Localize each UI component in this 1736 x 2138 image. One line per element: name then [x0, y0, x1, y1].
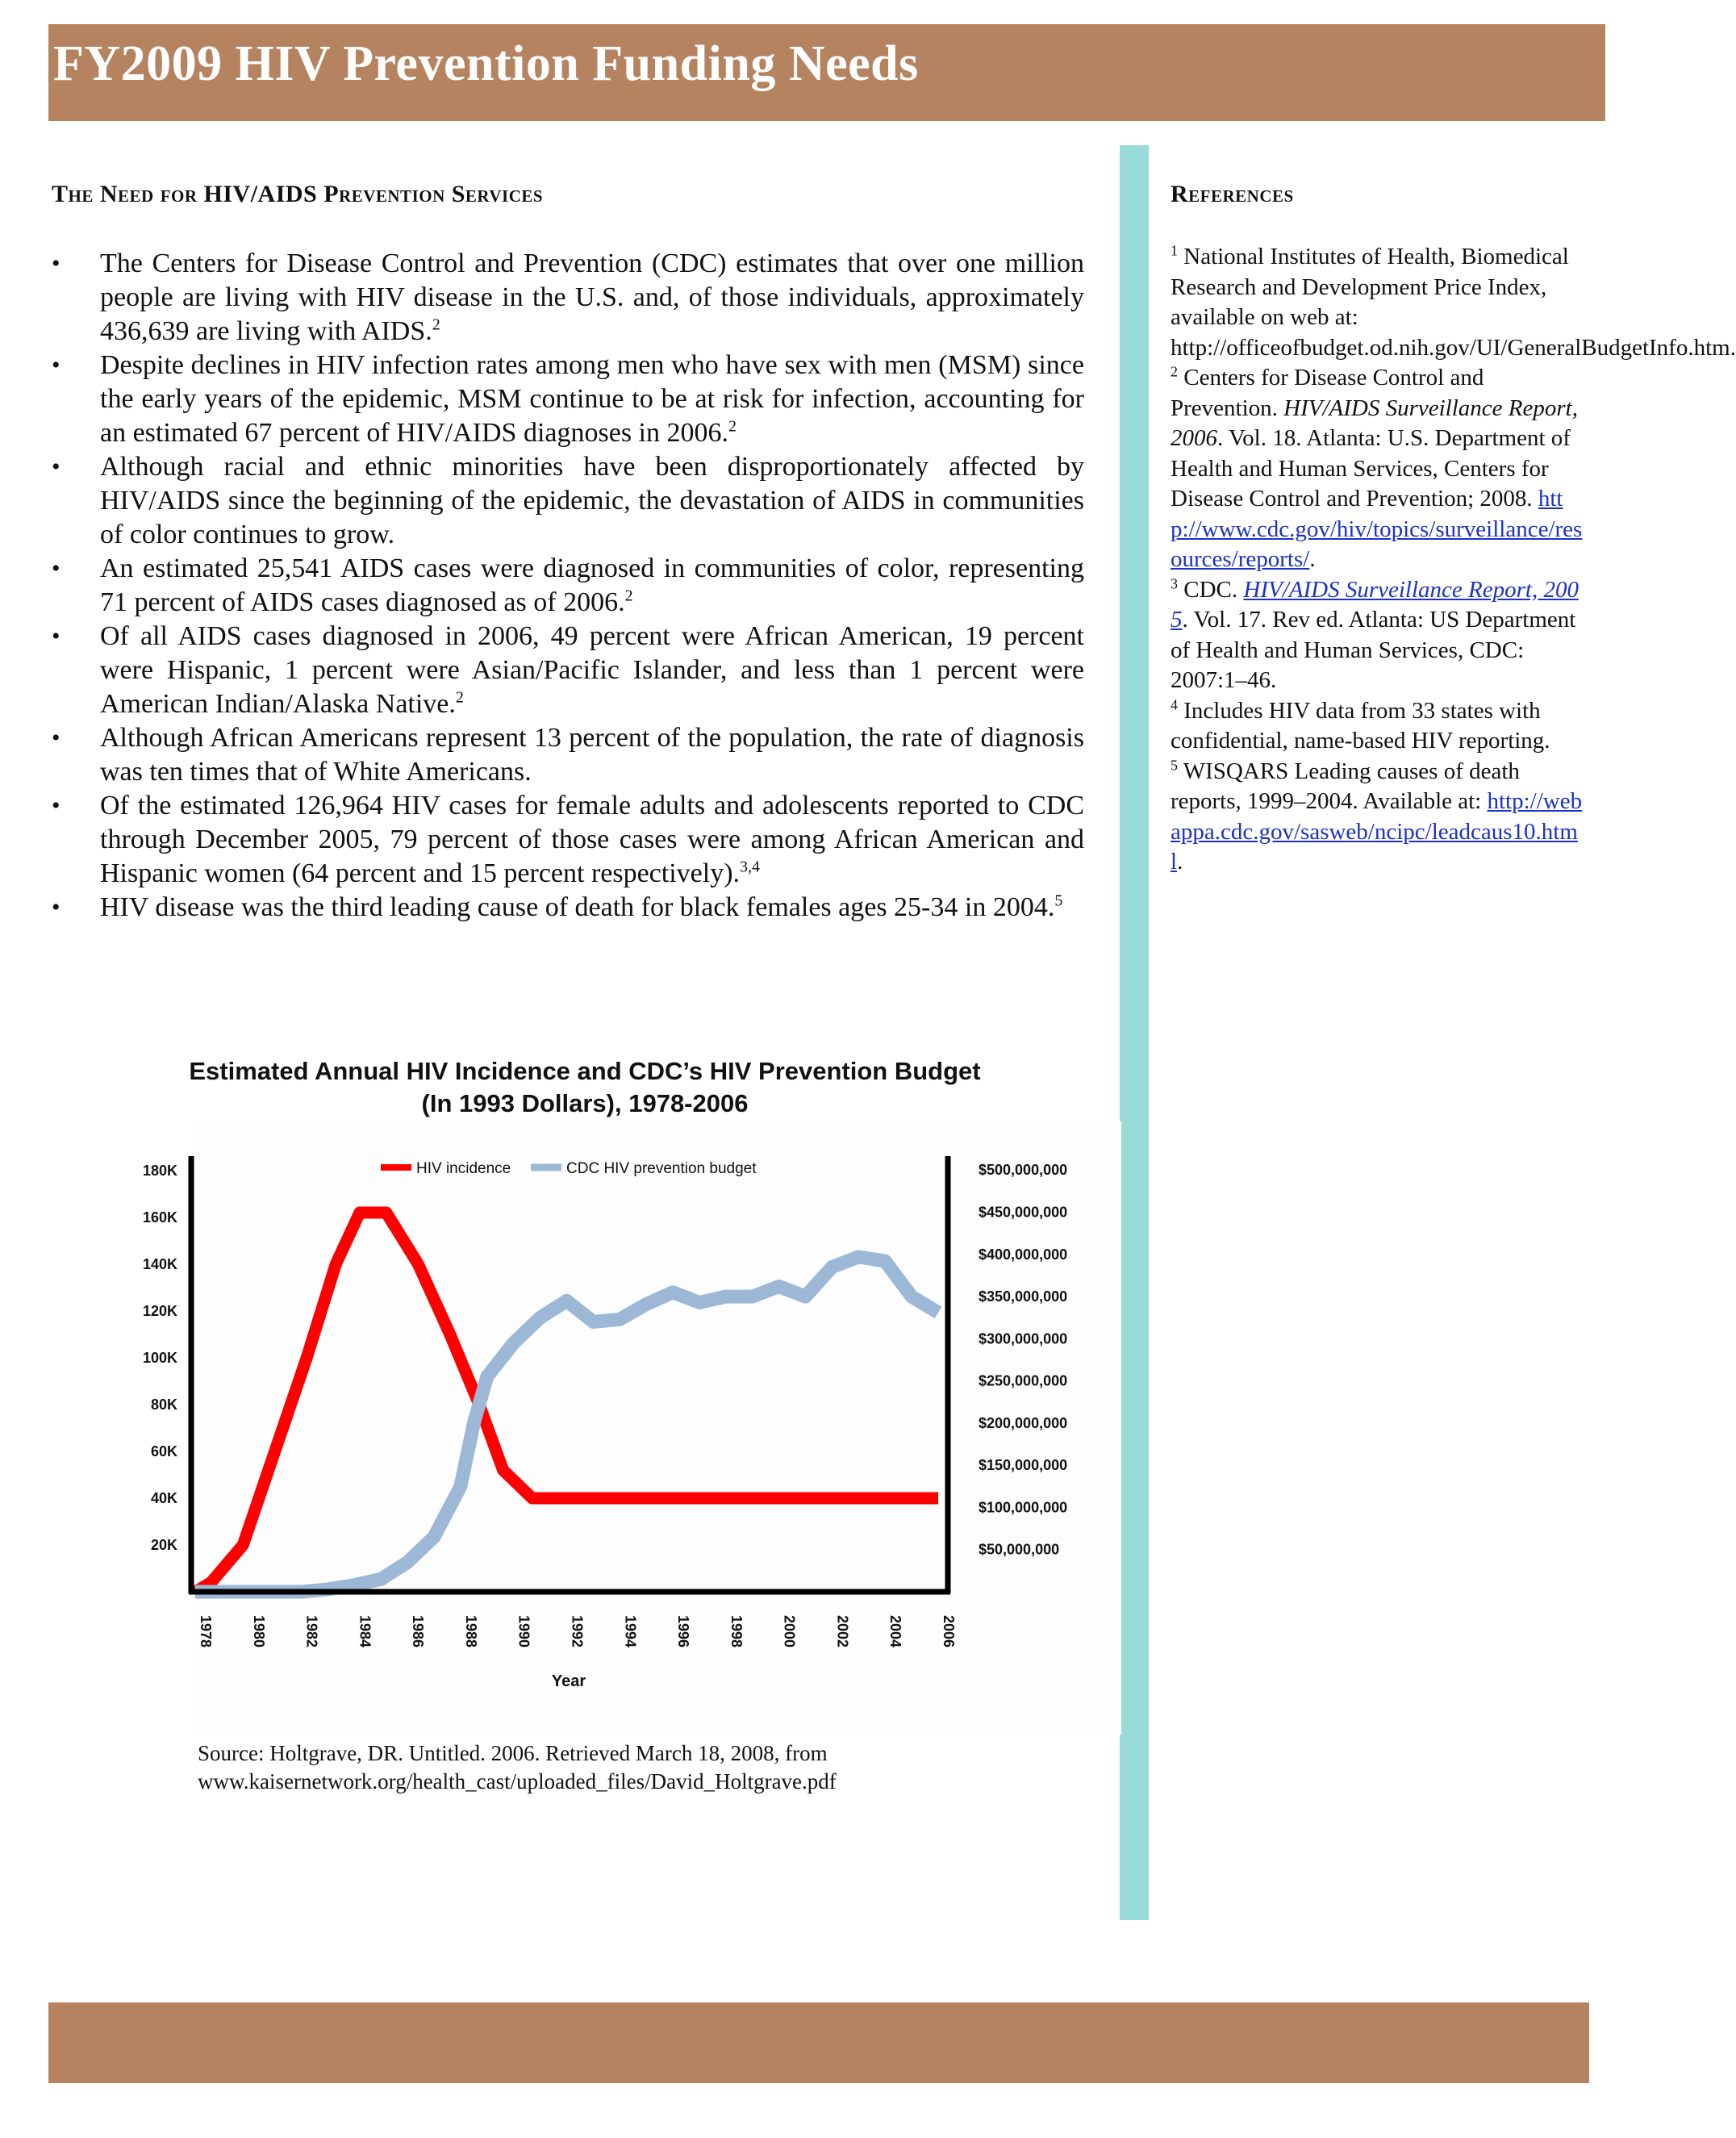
- reference-text: Centers for Disease Control and Prevention.: [1171, 365, 1484, 421]
- chart-container: [121, 1041, 1121, 1848]
- title-banner: [48, 24, 1605, 121]
- bullet-icon: •: [52, 724, 61, 751]
- bullet-list: [48, 247, 1084, 925]
- bullet-text: HIV disease was the third leading cause of death for black females ages 25-34 in 2004.: [100, 892, 1055, 922]
- x-tick-label: 2006: [941, 1615, 957, 1648]
- x-tick-label: 1984: [357, 1615, 373, 1648]
- bullet-icon: •: [52, 555, 61, 582]
- x-tick-label: 1992: [569, 1615, 586, 1648]
- bullet-item: [48, 450, 1084, 552]
- reference-text: CDC.: [1178, 576, 1244, 603]
- bullet-item: [48, 789, 1084, 891]
- reference-text: National Institutes of Health, Biomedical Research and Development Price Index, available on web at: http://officeofbudget.od.nih.gov/UI/GeneralBudgetInfo.htm.: [1171, 244, 1736, 361]
- bullet-text: Of the estimated 126,964 HIV cases for female adults and adolescents reported to CDC through December 2005, 79 percent of those cases were among African American and Hispanic women (64 percent and 15 percent respectively).: [100, 791, 1084, 888]
- y-left-tick-label: 160K: [142, 1209, 177, 1226]
- reference-link[interactable]: http://www.cdc.gov/hiv/topics/surveillance/resources/reports/: [1171, 486, 1583, 572]
- column-divider: [1120, 145, 1149, 1920]
- x-tick-label: 1982: [303, 1615, 320, 1648]
- chart-source-line1: Source: Holtgrave, DR. Untitled. 2006. Retrieved March 18, 2008, from: [198, 1741, 828, 1765]
- bullet-item: [48, 891, 1084, 925]
- bullet-icon: •: [52, 453, 61, 480]
- reference-item: [1171, 242, 1736, 363]
- bullet-text: Despite declines in HIV infection rates among men who have sex with men (MSM) since the early years of the epidemic, MSM continue to be at risk for infection, accounting for an estimated 67 percent of HIV/AIDS diagnoses in 2006.: [100, 350, 1084, 448]
- y-left-tick-label: 60K: [150, 1443, 177, 1459]
- reference-text: . Vol. 17. Rev ed. Atlanta: US Department of Health and Human Services, CDC: 2007:1–46.: [1171, 607, 1576, 693]
- y-right-tick-label: $400,000,000: [979, 1246, 1068, 1263]
- bullet-item: [48, 247, 1084, 349]
- x-tick-label: 2004: [887, 1615, 904, 1648]
- x-tick-label: 2000: [781, 1615, 798, 1648]
- reference-text: WISQARS Leading causes of death reports, 1999–2004. Available at:: [1171, 758, 1520, 814]
- references-list: [1171, 242, 1736, 878]
- x-tick-label: 1990: [515, 1615, 532, 1648]
- bullet-text: Although racial and ethnic minorities have been disproportionately affected by HIV/AIDS since the beginning of the epidemic, the devastation of AIDS in communities of color continues to grow.: [100, 452, 1084, 549]
- bullet-item: [48, 552, 1084, 620]
- x-tick-label: 1978: [198, 1615, 214, 1648]
- reference-title: HIV/AIDS Surveillance Report, 2006: [1171, 395, 1578, 451]
- reference-link[interactable]: http://webappa.cdc.gov/sasweb/ncipc/leadcaus10.html: [1171, 788, 1583, 875]
- reference-item: [1171, 757, 1590, 878]
- x-tick-label: 2002: [834, 1615, 851, 1648]
- reference-punct: .: [1309, 546, 1316, 572]
- reference-item: [1171, 575, 1590, 696]
- y-left-tick-label: 20K: [150, 1537, 177, 1553]
- bullet-item: [48, 620, 1084, 721]
- footnote-ref: 2: [455, 688, 464, 707]
- footnote-ref: 3,4: [740, 858, 761, 876]
- chart-title-line2: (In 1993 Dollars), 1978-2006: [421, 1089, 749, 1117]
- reference-link-title: HIV/AIDS Surveillance Report, 2005: [1171, 576, 1579, 633]
- x-tick-label: 1980: [250, 1615, 267, 1648]
- reference-item: [1171, 363, 1590, 575]
- page-title: FY2009 HIV Prevention Funding Needs: [53, 36, 919, 91]
- x-tick-label: 1994: [622, 1615, 639, 1648]
- bullet-item: [48, 721, 1084, 789]
- chart-source-line2: www.kaisernetwork.org/health_cast/uploaded_files/David_Holtgrave.pdf: [198, 1769, 837, 1793]
- reference-number: 3: [1171, 574, 1178, 591]
- chart-source: [198, 1739, 1085, 1796]
- y-left-tick-label: 120K: [142, 1302, 177, 1319]
- y-left-tick-label: 140K: [142, 1255, 177, 1272]
- bullet-text: The Centers for Disease Control and Prevention (CDC) estimates that over one million people are living with HIV disease in the U.S. and, of those individuals, approximately 436,639 are living with AIDS.: [100, 248, 1084, 346]
- reference-item: [1171, 696, 1590, 757]
- footnote-ref: 5: [1054, 892, 1063, 910]
- line-chart: [121, 1041, 1121, 1735]
- footnote-ref: 2: [624, 587, 633, 605]
- bullet-text: Although African Americans represent 13 percent of the population, the rate of diagnosis was ten times that of White Americans.: [100, 723, 1084, 787]
- y-right-tick-label: $450,000,000: [979, 1204, 1068, 1221]
- reference-text: Includes HIV data from 33 states with confidential, name-based HIV reporting.: [1171, 697, 1550, 754]
- reference-punct: .: [1177, 849, 1183, 875]
- legend-label-hiv-incidence: HIV incidence: [416, 1160, 511, 1177]
- bullet-text: Of all AIDS cases diagnosed in 2006, 49 percent were African American, 19 percent were Hispanic, 1 percent were Asian/Pacific Islander, and less than 1 percent were American Indian/Alaska Native.: [100, 621, 1084, 719]
- reference-number: 2: [1171, 363, 1178, 380]
- y-right-tick-label: $50,000,000: [979, 1541, 1060, 1558]
- y-right-tick-label: $200,000,000: [979, 1414, 1068, 1431]
- footnote-ref: 2: [432, 315, 440, 334]
- y-left-tick-label: 40K: [150, 1490, 177, 1506]
- y-right-tick-label: $300,000,000: [979, 1330, 1068, 1347]
- legend-label-cdc-budget: CDC HIV prevention budget: [566, 1160, 757, 1177]
- x-tick-label: 1988: [462, 1615, 479, 1648]
- section-heading: The Need for HIV/AIDS Prevention Services: [52, 181, 544, 207]
- reference-number: 4: [1171, 695, 1178, 712]
- footnote-ref: 2: [728, 417, 737, 436]
- x-axis-label: Year: [551, 1672, 586, 1690]
- chart-title-line1: Estimated Annual HIV Incidence and CDC’s HIV Prevention Budget: [189, 1057, 981, 1085]
- y-left-tick-label: 100K: [142, 1349, 177, 1366]
- bullet-item: [48, 349, 1084, 450]
- bullet-text: An estimated 25,541 AIDS cases were diagnosed in communities of color, representing 71 percent of AIDS cases diagnosed as of 2006.: [100, 553, 1084, 617]
- x-tick-label: 1996: [675, 1615, 692, 1648]
- references-heading: References: [1171, 181, 1294, 207]
- x-tick-label: 1986: [410, 1615, 427, 1648]
- bullet-icon: •: [52, 623, 61, 649]
- y-right-tick-label: $100,000,000: [979, 1499, 1068, 1516]
- footer-banner: [48, 2002, 1589, 2083]
- y-right-tick-label: $350,000,000: [979, 1288, 1068, 1305]
- y-right-tick-label: $500,000,000: [979, 1162, 1068, 1179]
- bullet-icon: •: [52, 894, 61, 921]
- reference-number: 1: [1171, 242, 1178, 259]
- y-left-tick-label: 180K: [142, 1162, 177, 1179]
- bullet-icon: •: [52, 792, 61, 819]
- x-tick-label: 1998: [728, 1615, 745, 1648]
- reference-number: 5: [1171, 756, 1178, 773]
- bullet-icon: •: [52, 352, 61, 378]
- y-right-tick-label: $150,000,000: [979, 1457, 1068, 1474]
- y-left-tick-label: 80K: [150, 1396, 177, 1413]
- bullet-icon: •: [52, 250, 61, 277]
- y-right-tick-label: $250,000,000: [979, 1372, 1068, 1389]
- reference-text: . Vol. 18. Atlanta: U.S. Department of Health and Human Services, Centers for Disease Control and Prevention; 2008.: [1171, 425, 1571, 512]
